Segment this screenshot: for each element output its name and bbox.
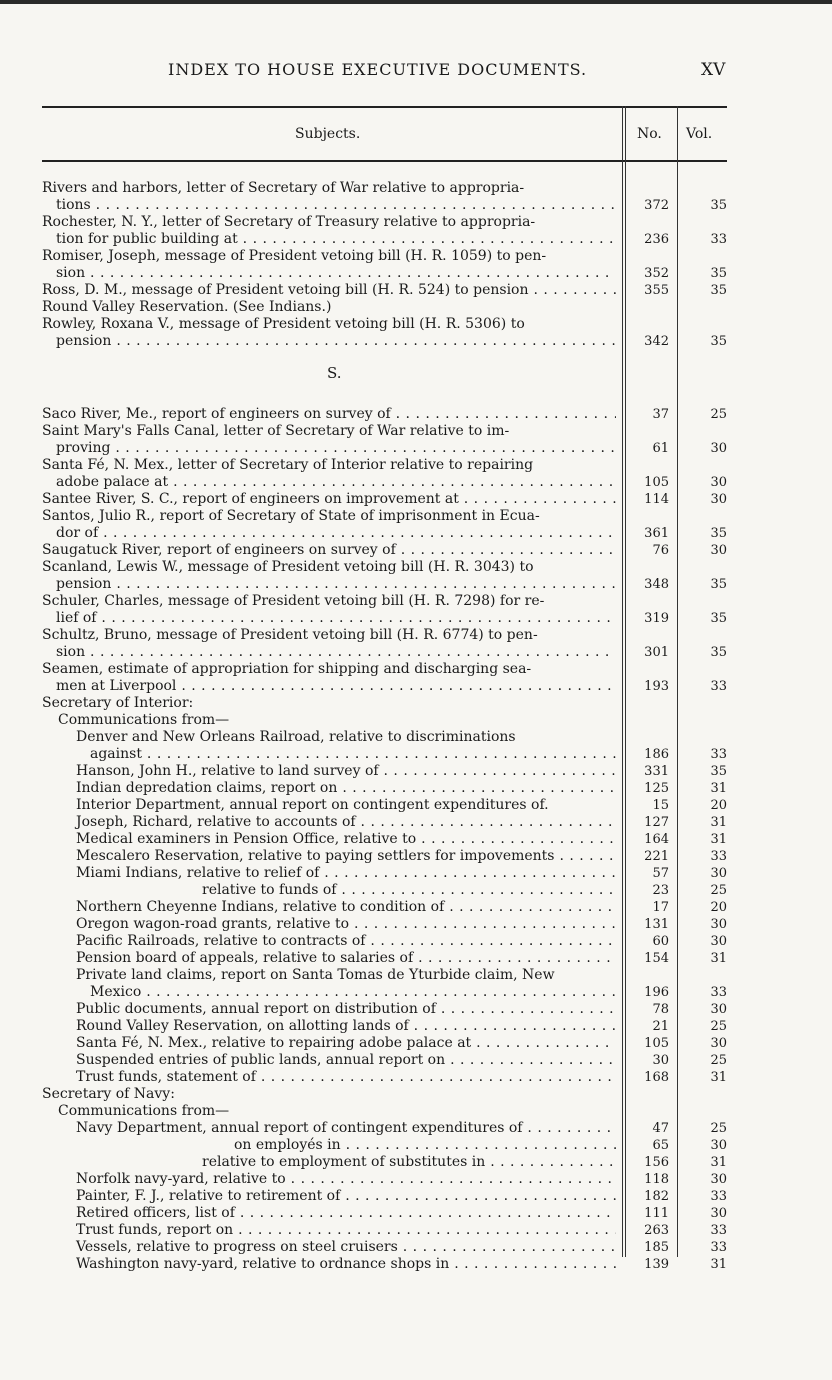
entry-text-line: Pension board of appeals, relative to salaries of . . . (42, 950, 616, 967)
entry-volume: 30 (710, 917, 727, 932)
entry-doc-number: 352 (644, 266, 669, 281)
entry-text-line: Santa Fé, N. Mex., relative to repairing adobe palace at . . . (42, 1035, 616, 1052)
entry-text-line: Saco River, Me., report of engineers on survey of . . . (42, 406, 616, 423)
entry-doc-number: 319 (644, 611, 669, 626)
entry-doc-number: 331 (644, 764, 669, 779)
index-entry (42, 508, 742, 542)
entry-text-line: Seamen, estimate of appropriation for shipping and discharging sea- (42, 661, 532, 677)
entry-doc-number: 164 (644, 832, 669, 847)
entry-doc-number: 30 (652, 1053, 669, 1068)
entry-volume: 31 (710, 781, 727, 796)
entry-doc-number: 111 (644, 1206, 669, 1221)
entry-doc-number: 15 (652, 798, 669, 813)
entry-text-line: Public documents, annual report on distribution of . . . (42, 1001, 616, 1018)
entry-text-line: on employés in . . . (42, 1137, 616, 1154)
entry-text-line: Schultz, Bruno, message of President vetoing bill (H. R. 6774) to pen- (42, 627, 538, 643)
entry-volume: 33 (710, 679, 727, 694)
index-entry (42, 916, 742, 933)
entry-text-line: Denver and New Orleans Railroad, relative to discriminations (76, 729, 516, 745)
index-entry (42, 661, 742, 695)
entry-text-line: Norfolk navy-yard, relative to . . . (42, 1171, 616, 1188)
entry-doc-number: 125 (644, 781, 669, 796)
index-entry (42, 214, 742, 248)
index-entry (42, 1239, 742, 1256)
entry-text-line: sion . . . (42, 265, 616, 282)
entry-text-line: against . . . (42, 746, 616, 763)
entry-doc-number: 221 (644, 849, 669, 864)
index-entry (42, 627, 742, 661)
entry-volume: 35 (710, 334, 727, 349)
entry-text-line: Round Valley Reservation, on allotting lands of . . . (42, 1018, 616, 1035)
index-entry (42, 1188, 742, 1205)
entry-doc-number: 156 (644, 1155, 669, 1170)
entry-volume: 25 (710, 883, 727, 898)
entry-volume: 30 (710, 543, 727, 558)
entry-text-line: Washington navy-yard, relative to ordnance shops in . . . (42, 1256, 616, 1273)
entry-volume: 33 (710, 1240, 727, 1255)
entry-doc-number: 186 (644, 747, 669, 762)
entry-volume: 33 (710, 747, 727, 762)
index-entry (42, 406, 742, 423)
index-entry (42, 1205, 742, 1222)
entry-volume: 20 (710, 900, 727, 915)
index-entry (42, 831, 742, 848)
entry-doc-number: 17 (652, 900, 669, 915)
entry-volume: 35 (710, 611, 727, 626)
entry-doc-number: 131 (644, 917, 669, 932)
entry-text-line: Rowley, Roxana V., message of President vetoing bill (H. R. 5306) to (42, 316, 525, 332)
entry-volume: 33 (710, 1189, 727, 1204)
entry-text-line: Hanson, John H., relative to land survey of . . . (42, 763, 616, 780)
entry-text-line: Rochester, N. Y., letter of Secretary of Treasury relative to appropria- (42, 214, 536, 230)
entry-volume: 30 (710, 1002, 727, 1017)
entry-text-line: Navy Department, annual report of contingent expenditures of . . . (42, 1120, 616, 1137)
entry-doc-number: 105 (644, 1036, 669, 1051)
entry-text-line: Round Valley Reservation. (See Indians.) (42, 299, 332, 315)
entry-text-line: relative to employment of substitutes in . . . (42, 1154, 616, 1171)
entry-volume: 25 (710, 1053, 727, 1068)
index-entry (42, 593, 742, 627)
entry-doc-number: 21 (652, 1019, 669, 1034)
index-entry (42, 865, 742, 882)
entry-doc-number: 236 (644, 232, 669, 247)
index-entry (42, 1103, 742, 1120)
entry-volume: 35 (710, 764, 727, 779)
index-entry (42, 423, 742, 457)
entry-doc-number: 154 (644, 951, 669, 966)
index-entry (42, 299, 742, 316)
entry-volume: 31 (710, 1257, 727, 1272)
index-entry (42, 1018, 742, 1035)
entry-text-line: Oregon wagon-road grants, relative to . . . (42, 916, 616, 933)
index-entry (42, 559, 742, 593)
entry-volume: 30 (710, 475, 727, 490)
entry-text-line: Trust funds, statement of . . . (42, 1069, 616, 1086)
entry-doc-number: 342 (644, 334, 669, 349)
index-entry (42, 491, 742, 508)
entry-text-line: lief of . . . (42, 610, 616, 627)
index-entry (42, 1171, 742, 1188)
entries-r (42, 180, 742, 350)
entry-doc-number: 105 (644, 475, 669, 490)
entry-doc-number: 60 (652, 934, 669, 949)
entry-text-line: Communications from— (58, 1103, 230, 1119)
index-entry (42, 1069, 742, 1086)
entry-text-line: tions . . . (42, 197, 616, 214)
entry-volume: 30 (710, 492, 727, 507)
entry-text-line: Joseph, Richard, relative to accounts of . . . (42, 814, 616, 831)
entry-text-line: Santos, Julio R., report of Secretary of State of imprisonment in Ecua- (42, 508, 540, 524)
entry-doc-number: 301 (644, 645, 669, 660)
entry-doc-number: 78 (652, 1002, 669, 1017)
entry-volume: 25 (710, 1019, 727, 1034)
index-entry (42, 1256, 742, 1273)
entry-text-line: pension . . . (42, 576, 616, 593)
entry-text-line: pension . . . (42, 333, 616, 350)
index-entry (42, 814, 742, 831)
entry-text-line: Ross, D. M., message of President vetoing bill (H. R. 524) to pension . . . (42, 282, 616, 299)
entry-text-line: Rivers and harbors, letter of Secretary of War relative to appropria- (42, 180, 525, 196)
index-entry (42, 763, 742, 780)
entry-doc-number: 114 (644, 492, 669, 507)
entry-text-line: Indian depredation claims, report on . . . (42, 780, 616, 797)
entry-text-line: Medical examiners in Pension Office, relative to . . . (42, 831, 616, 848)
top-rule (0, 0, 832, 4)
column-header-subjects: Subjects. (295, 126, 361, 142)
entry-doc-number: 372 (644, 198, 669, 213)
entry-text-line: Secretary of Interior: (42, 695, 194, 711)
entry-doc-number: 168 (644, 1070, 669, 1085)
entry-text-line: Pacific Railroads, relative to contracts of . . . (42, 933, 616, 950)
entry-doc-number: 185 (644, 1240, 669, 1255)
entry-volume: 35 (710, 526, 727, 541)
entry-text-line: Mescalero Reservation, relative to paying settlers for impovements . . . (42, 848, 616, 865)
entry-volume: 31 (710, 951, 727, 966)
entry-volume: 31 (710, 1155, 727, 1170)
index-entry (42, 1035, 742, 1052)
index-entry (42, 695, 742, 712)
entry-volume: 33 (710, 985, 727, 1000)
entry-text-line: Mexico . . . (42, 984, 616, 1001)
entry-doc-number: 193 (644, 679, 669, 694)
running-title: INDEX TO HOUSE EXECUTIVE DOCUMENTS. (168, 60, 588, 79)
index-entry (42, 1052, 742, 1069)
entry-text-line: Communications from— (58, 712, 230, 728)
entry-text-line: Romiser, Joseph, message of President vetoing bill (H. R. 1059) to pen- (42, 248, 547, 264)
index-entry (42, 316, 742, 350)
entry-text-line: adobe palace at . . . (42, 474, 616, 491)
entry-volume: 35 (710, 645, 727, 660)
entry-text-line: Secretary of Navy: (42, 1086, 175, 1102)
column-header-no: No. (637, 126, 662, 142)
index-entry (42, 882, 742, 899)
entry-volume: 30 (710, 441, 727, 456)
entry-volume: 33 (710, 232, 727, 247)
index-entry (42, 1154, 742, 1171)
entry-text-line: Saint Mary's Falls Canal, letter of Secretary of War relative to im- (42, 423, 510, 439)
index-entries (42, 180, 742, 1273)
index-entry (42, 848, 742, 865)
entry-text-line: Santee River, S. C., report of engineers on improvement at . . . (42, 491, 616, 508)
index-entry (42, 950, 742, 967)
entry-text-line: Interior Department, annual report on contingent expenditures of. (76, 797, 549, 813)
entry-doc-number: 37 (652, 407, 669, 422)
index-entry (42, 967, 742, 1001)
entry-doc-number: 348 (644, 577, 669, 592)
column-header-vol: Vol. (686, 126, 713, 142)
entry-text-line: Northern Cheyenne Indians, relative to condition of . . . (42, 899, 616, 916)
entry-text-line: proving . . . (42, 440, 616, 457)
entry-volume: 30 (710, 1036, 727, 1051)
index-entry (42, 180, 742, 214)
entry-text-line: Scanland, Lewis W., message of President vetoing bill (H. R. 3043) to (42, 559, 534, 575)
entry-text-line: Saugatuck River, report of engineers on survey of . . . (42, 542, 616, 559)
index-entry (42, 542, 742, 559)
entry-volume: 25 (710, 407, 727, 422)
entry-doc-number: 57 (652, 866, 669, 881)
entry-doc-number: 182 (644, 1189, 669, 1204)
entry-volume: 33 (710, 1223, 727, 1238)
entry-text-line: Santa Fé, N. Mex., letter of Secretary of Interior relative to repairing (42, 457, 534, 473)
page-number: XV (701, 60, 726, 80)
entry-doc-number: 263 (644, 1223, 669, 1238)
index-entry (42, 797, 742, 814)
entry-volume: 25 (710, 1121, 727, 1136)
entry-volume: 30 (710, 866, 727, 881)
entry-text-line: dor of . . . (42, 525, 616, 542)
index-entry (42, 1001, 742, 1018)
index-entry (42, 457, 742, 491)
entry-text-line: Vessels, relative to progress on steel cruisers . . . (42, 1239, 616, 1256)
entry-doc-number: 23 (652, 883, 669, 898)
entry-text-line: sion . . . (42, 644, 616, 661)
entry-text-line: relative to funds of . . . (42, 882, 616, 899)
entry-doc-number: 65 (652, 1138, 669, 1153)
entry-volume: 30 (710, 1206, 727, 1221)
index-entry (42, 1137, 742, 1154)
entry-volume: 31 (710, 815, 727, 830)
entry-doc-number: 361 (644, 526, 669, 541)
entry-doc-number: 61 (652, 441, 669, 456)
entry-text-line: Painter, F. J., relative to retirement of . . . (42, 1188, 616, 1205)
index-entry (42, 729, 742, 763)
index-entry (42, 1120, 742, 1137)
entry-volume: 35 (710, 266, 727, 281)
entry-text-line: men at Liverpool . . . (42, 678, 616, 695)
entry-doc-number: 196 (644, 985, 669, 1000)
entry-text-line: Suspended entries of public lands, annual report on . . . (42, 1052, 616, 1069)
running-head (0, 60, 832, 86)
entry-volume: 30 (710, 1138, 727, 1153)
entry-doc-number: 355 (644, 283, 669, 298)
index-entry (42, 1086, 742, 1103)
entry-doc-number: 139 (644, 1257, 669, 1272)
entry-text-line: Private land claims, report on Santa Tomas de Yturbide claim, New (76, 967, 555, 983)
index-entry (42, 712, 742, 729)
entry-volume: 30 (710, 934, 727, 949)
entry-volume: 20 (710, 798, 727, 813)
index-entry (42, 780, 742, 797)
section-letter: S. (327, 364, 342, 382)
entry-doc-number: 47 (652, 1121, 669, 1136)
entry-volume: 33 (710, 849, 727, 864)
entry-text-line: Trust funds, report on . . . (42, 1222, 616, 1239)
index-entry (42, 248, 742, 282)
entries-s (42, 406, 742, 1273)
entry-volume: 35 (710, 577, 727, 592)
index-entry (42, 933, 742, 950)
entry-text-line: Schuler, Charles, message of President vetoing bill (H. R. 7298) for re- (42, 593, 545, 609)
entry-text-line: Miami Indians, relative to relief of . . . (42, 865, 616, 882)
entry-text-line: Retired officers, list of . . . (42, 1205, 616, 1222)
entry-text-line: tion for public building at . . . (42, 231, 616, 248)
entry-doc-number: 118 (644, 1172, 669, 1187)
entry-volume: 31 (710, 1070, 727, 1085)
entry-doc-number: 127 (644, 815, 669, 830)
section-heading-row (42, 350, 742, 406)
index-entry (42, 1222, 742, 1239)
entry-doc-number: 76 (652, 543, 669, 558)
entry-volume: 31 (710, 832, 727, 847)
entry-volume: 35 (710, 283, 727, 298)
entry-volume: 35 (710, 198, 727, 213)
index-entry (42, 282, 742, 299)
index-entry (42, 899, 742, 916)
entry-volume: 30 (710, 1172, 727, 1187)
